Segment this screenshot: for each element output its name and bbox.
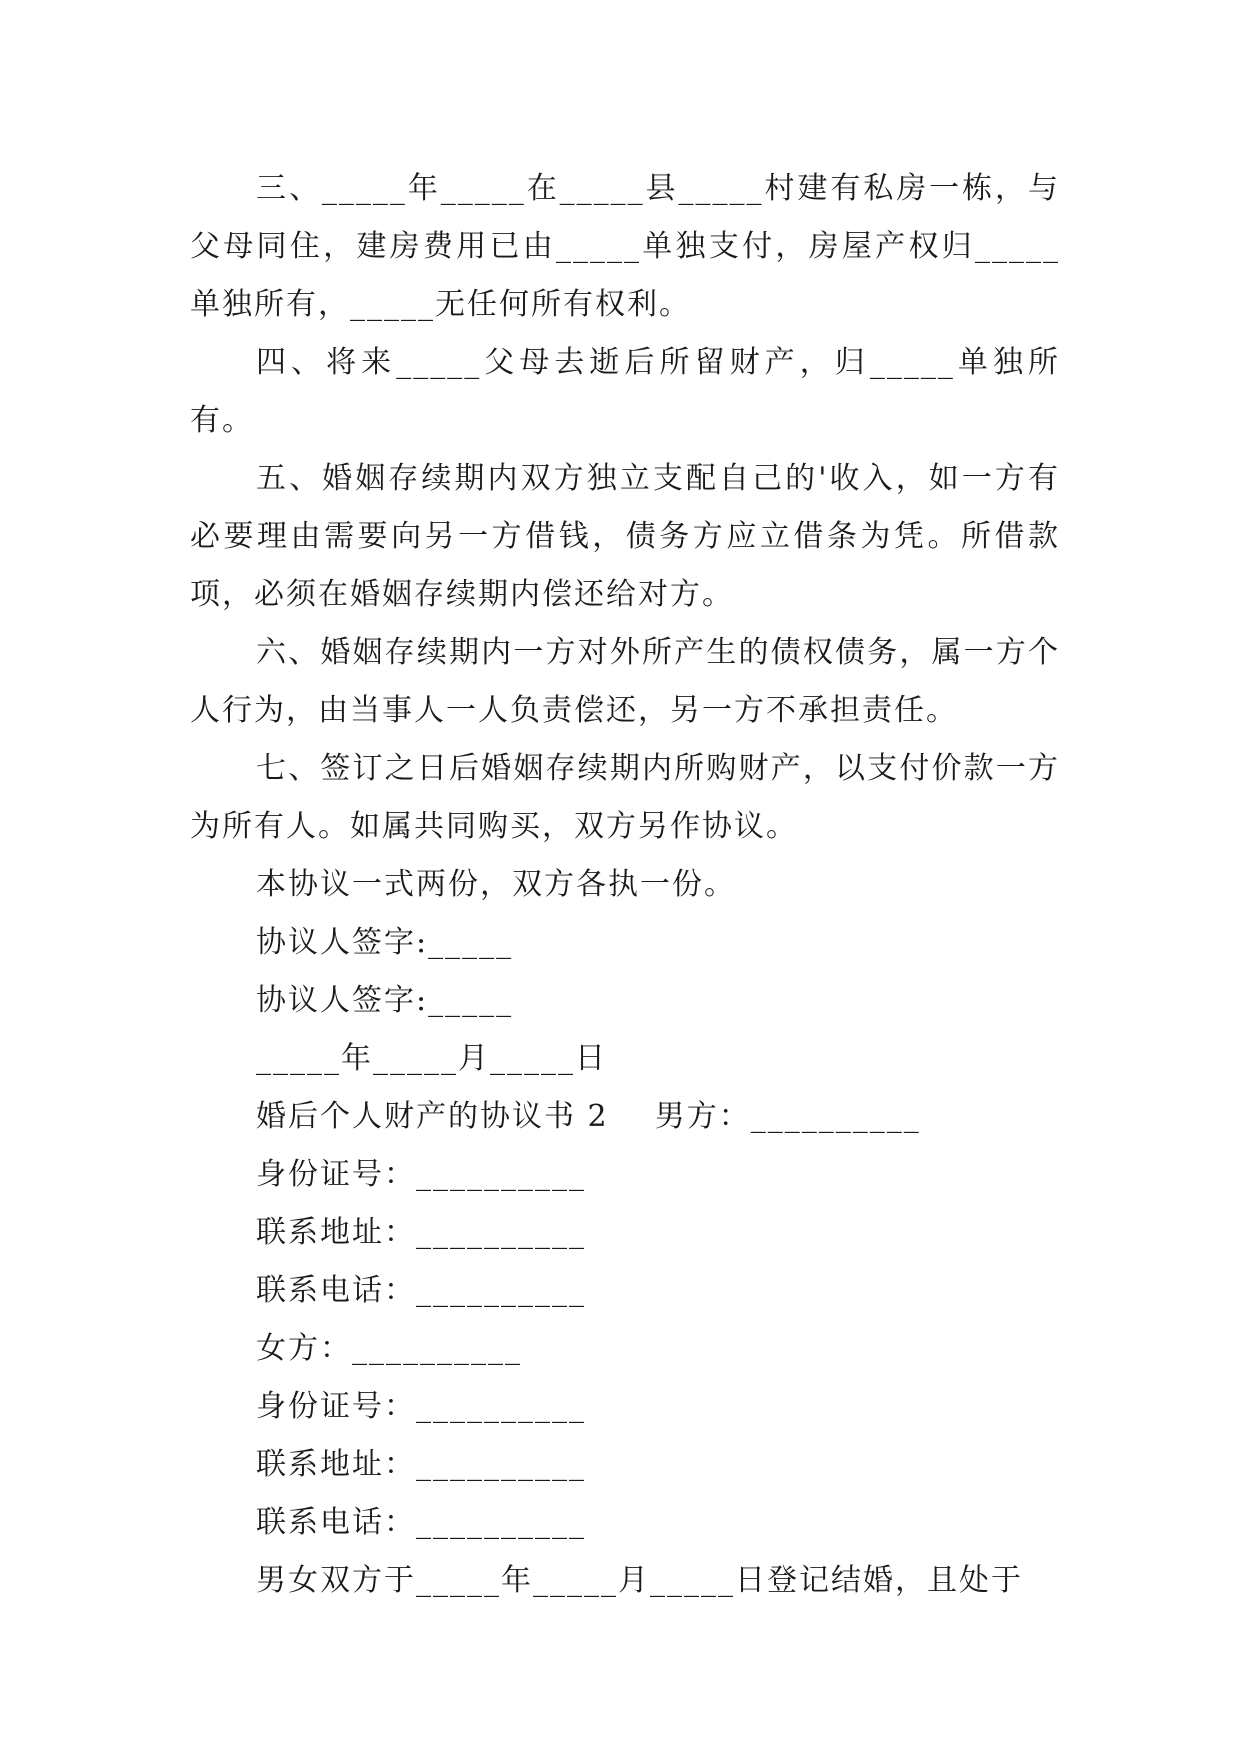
agreement-2-title-husband: 婚后个人财产的协议书 2 男方：__________ [256, 1099, 921, 1134]
husband-phone: 联系电话：__________ [256, 1273, 586, 1308]
signature-line-1: 协议人签字:_____ [256, 925, 514, 960]
clause-4-paragraph: 四、将来_____父母去逝后所留财产，归_____单独所有。 [190, 345, 1060, 438]
clause-3-paragraph: 三、_____年_____在_____县_____村建有私房一栋，与父母同住，建房费用已由_____单独支付，房屋产权归_____单独所有，_____无任何所有权利。 [190, 171, 1060, 322]
marriage-registration-line: 男女双方于_____年_____月_____日登记结婚，且处于 [256, 1563, 1023, 1598]
wife-name: 女方：__________ [256, 1331, 522, 1366]
wife-address: 联系地址：__________ [256, 1447, 586, 1482]
wife-phone: 联系电话：__________ [256, 1505, 586, 1540]
clause-6-paragraph: 六、婚姻存续期内一方对外所产生的债权债务，属一方个人行为，由当事人一人负责偿还，另一方不承担责任。 [190, 635, 1060, 728]
husband-address: 联系地址：__________ [256, 1215, 586, 1250]
husband-id-number: 身份证号：__________ [256, 1157, 586, 1192]
clause-7-paragraph: 七、签订之日后婚姻存续期内所购财产，以支付价款一方为所有人。如属共同购买，双方另作协议。 [190, 751, 1060, 844]
date-line: _____年_____月_____日 [256, 1041, 607, 1076]
wife-id-number: 身份证号：__________ [256, 1389, 586, 1424]
copies-statement: 本协议一式两份，双方各执一份。 [256, 867, 736, 902]
clause-5-paragraph: 五、婚姻存续期内双方独立支配自己的'收入，如一方有必要理由需要向另一方借钱，债务方应立借条为凭。所借款项，必须在婚姻存续期内偿还给对方。 [190, 461, 1060, 612]
signature-line-2: 协议人签字:_____ [256, 983, 514, 1018]
document-page [190, 160, 1060, 1610]
